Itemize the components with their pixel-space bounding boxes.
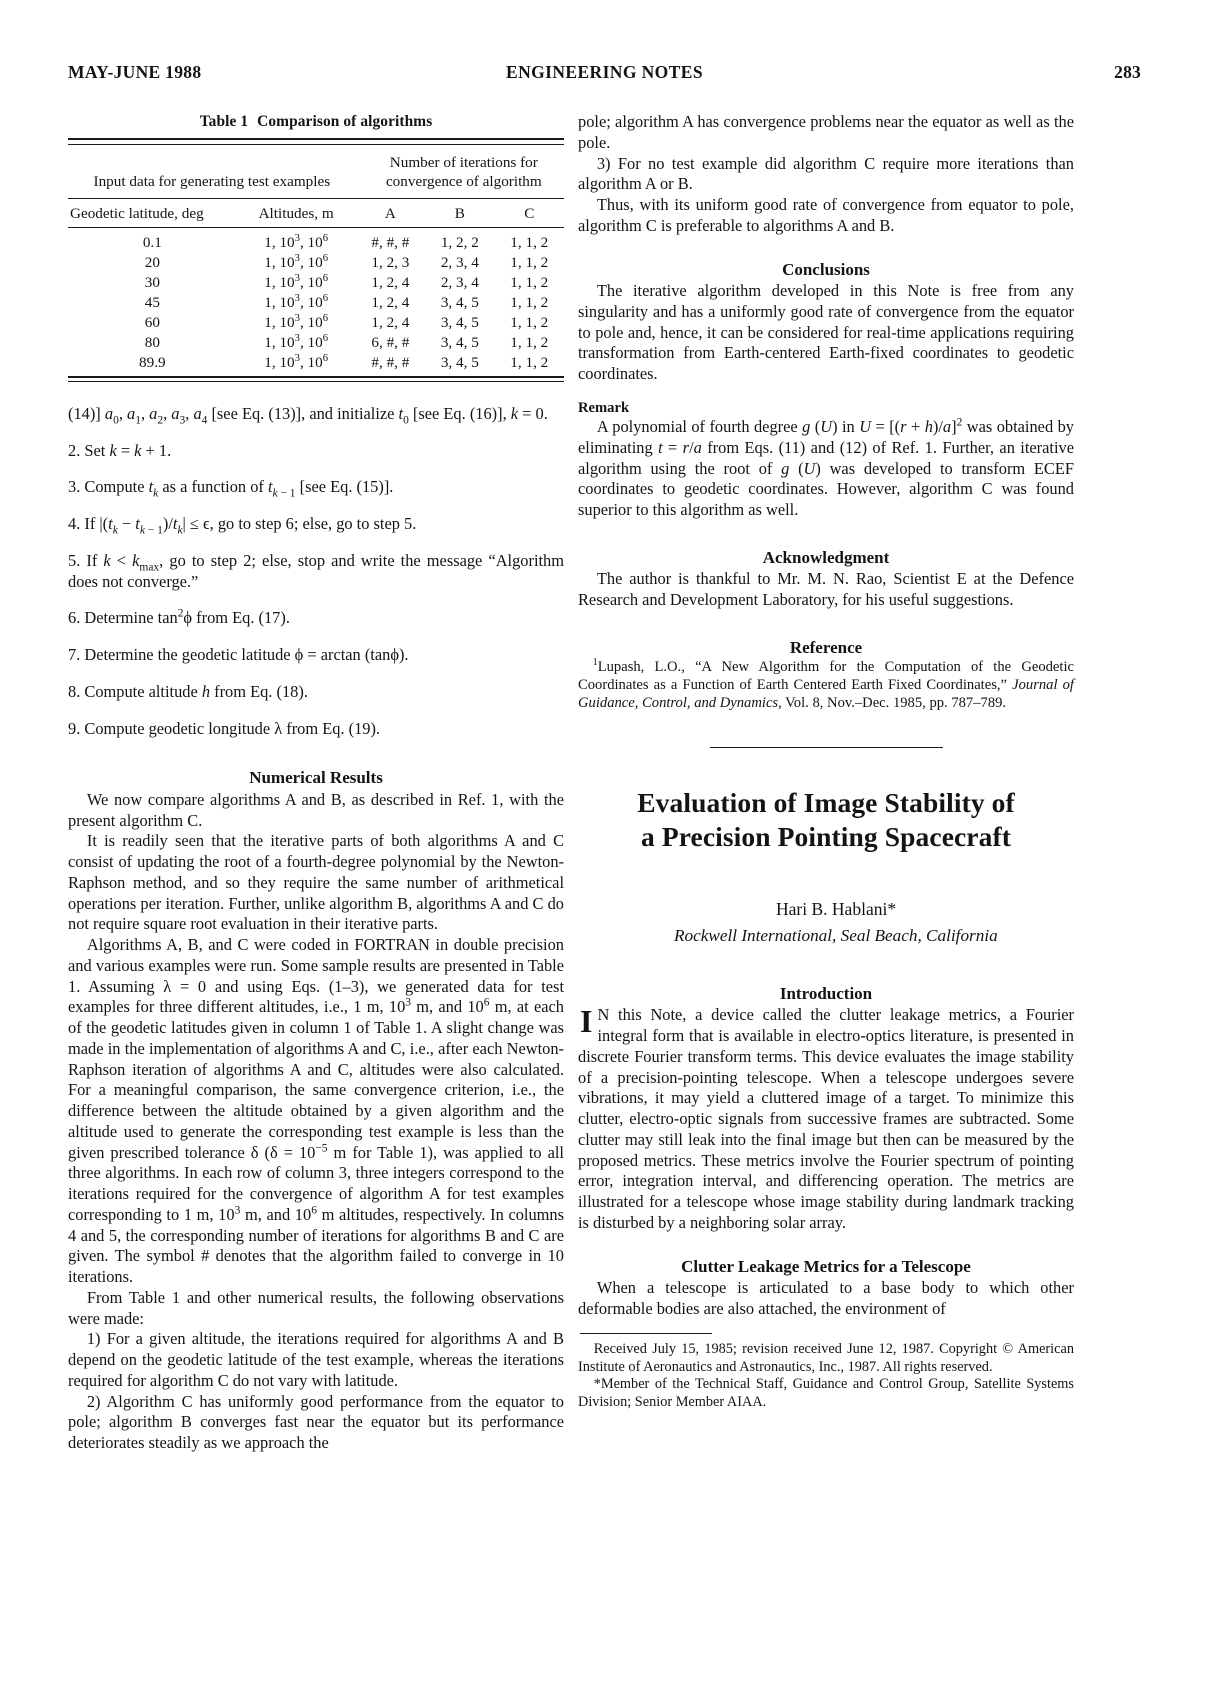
page-number: 283 [1114,62,1141,82]
article-affiliation: Rockwell International, Seal Beach, California [674,926,998,946]
observation-2: 2) Algorithm C has uniformly good performance from the equator to pole; algorithm B converges fast near the equator but its performance deteriorates steadily as we approach the [68,1391,564,1453]
cell-c: 1, 1, 2 [510,253,549,271]
step-9: 9. Compute geodetic longitude λ from Eq. (19). [68,718,381,738]
table-top-rule [68,138,564,145]
cell-a: 1, 2, 4 [371,293,410,311]
cell-c: 1, 1, 2 [510,313,549,331]
table-1-grid [68,145,564,378]
col-header-altitudes: Altitudes, m [237,198,356,227]
heading-remark: Remark [578,399,630,416]
drop-cap: I [580,1003,593,1040]
cell-altitudes: 1, $10^3$, $10^6$ [264,312,329,331]
cell-c: 1, 1, 2 [510,293,549,311]
cell-b: 3, 4, 5 [440,293,479,311]
table-group-header-row [68,145,564,198]
cell-b: 3, 4, 5 [440,333,479,351]
cell-b: 1, 2, 2 [440,233,479,251]
table-row [68,273,564,293]
footnote-rule [580,1333,712,1334]
cell-a: #, #, # [356,353,425,378]
observation-3: 3) For no test example did algorithm C require more iterations than algorithm A or B. [578,153,1074,194]
step-3: 3. Compute $t_k$ as a function of $t_{k - 1}$ [see Eq. (15)]. [68,477,394,500]
introduction-para: I N this Note, a device called the clutter leakage metrics, a Fourier integral form that is available in electro-optics literature, is presented in discrete Fourier transform terms. This device evaluates the image stability of a precision-pointing telescope. When a telescope undergoes severe vibrations, it may yield a cluttered image of a target. To minimize this clutter, electro-optic signals from successive frames are subtracted. Some clutter may still leak into the final image but then can be measured by the proposed metrics. These metrics involve the Fourier spectrum of pointing error, integration interval, and differencing operation. The metrics are illustrated for a telescope whose image stability during landmark tracking is disturbed by a neighboring solar array. [578,1003,1074,1232]
reference-list [578,659,1074,712]
heading-conclusions: Conclusions [782,259,870,279]
issue-date: MAY-JUNE 1988 [68,62,202,82]
cell-b: 3, 4, 5 [425,353,494,378]
col-header-b: B [425,198,494,227]
article-author: Hari B. Hablani* [776,899,897,920]
article-title-line-1: Evaluation of Image Stability of [637,786,1015,818]
journal-section-title: ENGINEERING NOTES [506,62,703,82]
heading-reference: Reference [789,637,863,657]
group-header-iterations: Number of iterations for convergence of algorithm [356,145,564,198]
step-4: 4. If $|(t_k - t_{k - 1})/t_k| \le \epsilon$, go to step 6; else, go to step 5. [68,514,417,537]
heading-clutter-leakage-metrics: Clutter Leakage Metrics for a Telescope [681,1256,971,1276]
cell-latitude: 45 [144,293,160,311]
table-column-header-row [68,198,564,227]
table-row [68,253,564,273]
clutter-leakage-para: When a telescope is articulated to a base body to which other deformable bodies are also attached, the environment of [578,1278,1074,1318]
cell-altitudes: 1, $10^3$, $10^6$ [264,332,329,351]
cell-a: 1, 2, 4 [371,273,410,291]
table-caption-title: Comparison of algorithms [257,113,433,130]
cell-latitude: 30 [144,273,160,291]
table-caption-number: Table 1 [199,113,249,130]
cell-c: 1, 1, 2 [510,233,549,251]
step-5: 5. If $k < k_{max}$, go to step 2; else, stop and write the message “Algorithm does not converge.” [68,550,564,591]
cell-c: 1, 1, 2 [495,353,564,378]
col-header-c: C [495,198,564,227]
table-row [68,313,564,333]
cell-altitudes: 1, $10^3$, $10^6$ [264,252,329,271]
cell-a: #, #, # [371,233,410,251]
cell-altitudes: 1, $10^3$, $10^6$ [264,232,329,251]
group-header-input: Input data for generating test examples [68,145,356,198]
step-1-continuation: (14)] $a_0$, $a_1$, $a_2$, $a_3$, $a_4$ [see Eq. (13)], and initialize $t_0$ [see Eq. (16)], k = 0. [68,403,548,427]
article-title [578,786,1074,854]
article-separator-rule [710,747,943,748]
cell-b: 2, 3, 4 [440,273,479,291]
cell-a: 6, #, # [371,333,410,351]
cell-a: 1, 2, 4 [371,313,410,331]
footnote-block [578,1341,1074,1412]
heading-numerical-results: Numerical Results [249,768,383,788]
thus-para: Thus, with its uniform good rate of convergence from equator to pole, algorithm C is preferable to algorithms A and B. [578,195,1074,235]
conclusions-para: The iterative algorithm developed in this Note is free from any singularity and has a uniformly good rate of convergence from the equator to pole and, hence, it can be considered for real-time applications requiring transformation from Earth-centered Earth-fixed coordinates to geodetic coordinates. [578,281,1074,383]
numerical-results-para-2: It is readily seen that the iterative parts of both algorithms A and C consist of updating the root of a fourth-degree polynomial by the Newton-Raphson method, and so they require the same number of arithmetical operations per iteration. Further, unlike algorithm B, algorithms A and C do not require square root evaluation in their iterative parts. [68,831,564,934]
table-row [68,227,564,252]
cell-altitudes: 1, $10^3$, $10^6$ [264,272,329,291]
table-caption [68,112,564,131]
cell-latitude: 60 [144,313,160,331]
cell-a: 1, 2, 3 [371,253,410,271]
numerical-results-para-1: We now compare algorithms A and B, as described in Ref. 1, with the present algorithm C. [68,789,564,830]
table-bottom-rule [68,381,564,382]
cell-c: 1, 1, 2 [510,333,549,351]
right-column [578,112,1074,1412]
reference-item-1: $^1$Lupash, L.O., “A New Algorithm for the Computation of the Geodetic Coordinates as a Function of Earth Centered Earth Fixed Coordinates,” Journal of Guidance, Control, and Dynamics, Vol. 8, Nov.–Dec. 1985, pp. 787–789. [578,657,1074,712]
step-6: 6. Determine $\tan^2\phi$ from Eq. (17). [68,607,290,628]
step-7: 7. Determine the geodetic latitude ϕ = arctan (tanϕ). [68,645,409,665]
table-1 [68,112,564,382]
cell-latitude: 80 [144,333,160,351]
numerical-results-para-4: From Table 1 and other numerical results, the following observations were made: [68,1287,564,1328]
table-row [68,353,564,378]
heading-acknowledgment: Acknowledgment [762,547,890,567]
table-row [68,333,564,353]
cell-altitudes: 1, $10^3$, $10^6$ [237,353,356,378]
cell-latitude: 20 [144,253,160,271]
heading-introduction: Introduction [779,983,873,1003]
cell-latitude: 89.9 [68,353,237,378]
observation-1: 1) For a given altitude, the iterations required for algorithms A and B depend on the geodetic latitude of the test example, whereas the iterations required for algorithm C do not vary with latitude. [68,1329,564,1390]
step-8: 8. Compute altitude h from Eq. (18). [68,681,308,701]
running-head [68,62,1141,90]
remark-para: A polynomial of fourth degree g (U) in $U = [(r + h)/a]^2$ was obtained by eliminating t = r/a from Eqs. (11) and (12) of Ref. 1. Further, an iterative algorithm using the root of g (U) was developed to transform ECEF coordinates to geodetic coordinates. However, algorithm C was found superior to this algorithm as well. [578,416,1074,520]
step-2: 2. Set k = k + 1. [68,440,172,460]
cell-altitudes: 1, $10^3$, $10^6$ [264,292,329,311]
article-title-line-2: a Precision Pointing Spacecraft [641,820,1011,852]
table-body [68,227,564,377]
cell-b: 3, 4, 5 [440,313,479,331]
footnote-author-note: *Member of the Technical Staff, Guidance and Control Group, Satellite Systems Division; Senior Member AIAA. [578,1376,1074,1411]
col-header-latitude: Geodetic latitude, deg [68,198,237,227]
footnote-copyright: Received July 15, 1985; revision received June 12, 1987. Copyright © American Institute of Aeronautics and Astronautics, Inc., 1987. All rights reserved. [578,1340,1074,1375]
cell-b: 2, 3, 4 [440,253,479,271]
numerical-results-para-3: Algorithms A, B, and C were coded in FORTRAN in double precision and various examples were run. Some sample results are presented in Table 1. Assuming λ = 0 and using Eqs. (1–3), we generated data for test examples for three different altitudes, i.e., 1 m, $10^3$ m, and $10^6$ m, at each of the geodetic latitudes given in column 1 of Table 1. A slight change was made in the implementation of algorithms A and C, i.e., after each Newton-Raphson iteration of algorithms A and C, altitudes were also calculated. For a meaningful comparison, the same convergence criterion, i.e., the difference between the altitude obtained by a given algorithm and the altitude used to generate the corresponding test example is less than the given prescribed tolerance δ ($\delta = 10^{-5}$ m for Table 1), was applied to all three algorithms. In each row of column 3, three integers correspond to the iterations required for the convergence of algorithm A for test examples corresponding to 1 m, $10^3$ m, and $10^6$ m altitudes, respectively. In columns 4 and 5, the corresponding number of iterations for algorithms B and C are given. The symbol # denotes that the algorithm failed to converge in 10 iterations. [68,935,564,1287]
cell-c: 1, 1, 2 [510,273,549,291]
col-header-a: A [356,198,425,227]
cell-latitude: 0.1 [142,233,162,251]
left-column [68,112,564,1454]
acknowledgment-para: The author is thankful to Mr. M. N. Rao, Scientist E at the Defence Research and Development Laboratory, for his useful suggestions. [578,569,1074,610]
continuation-para: pole; algorithm A has convergence problems near the equator as well as the pole. [578,112,1074,152]
table-row [68,293,564,313]
